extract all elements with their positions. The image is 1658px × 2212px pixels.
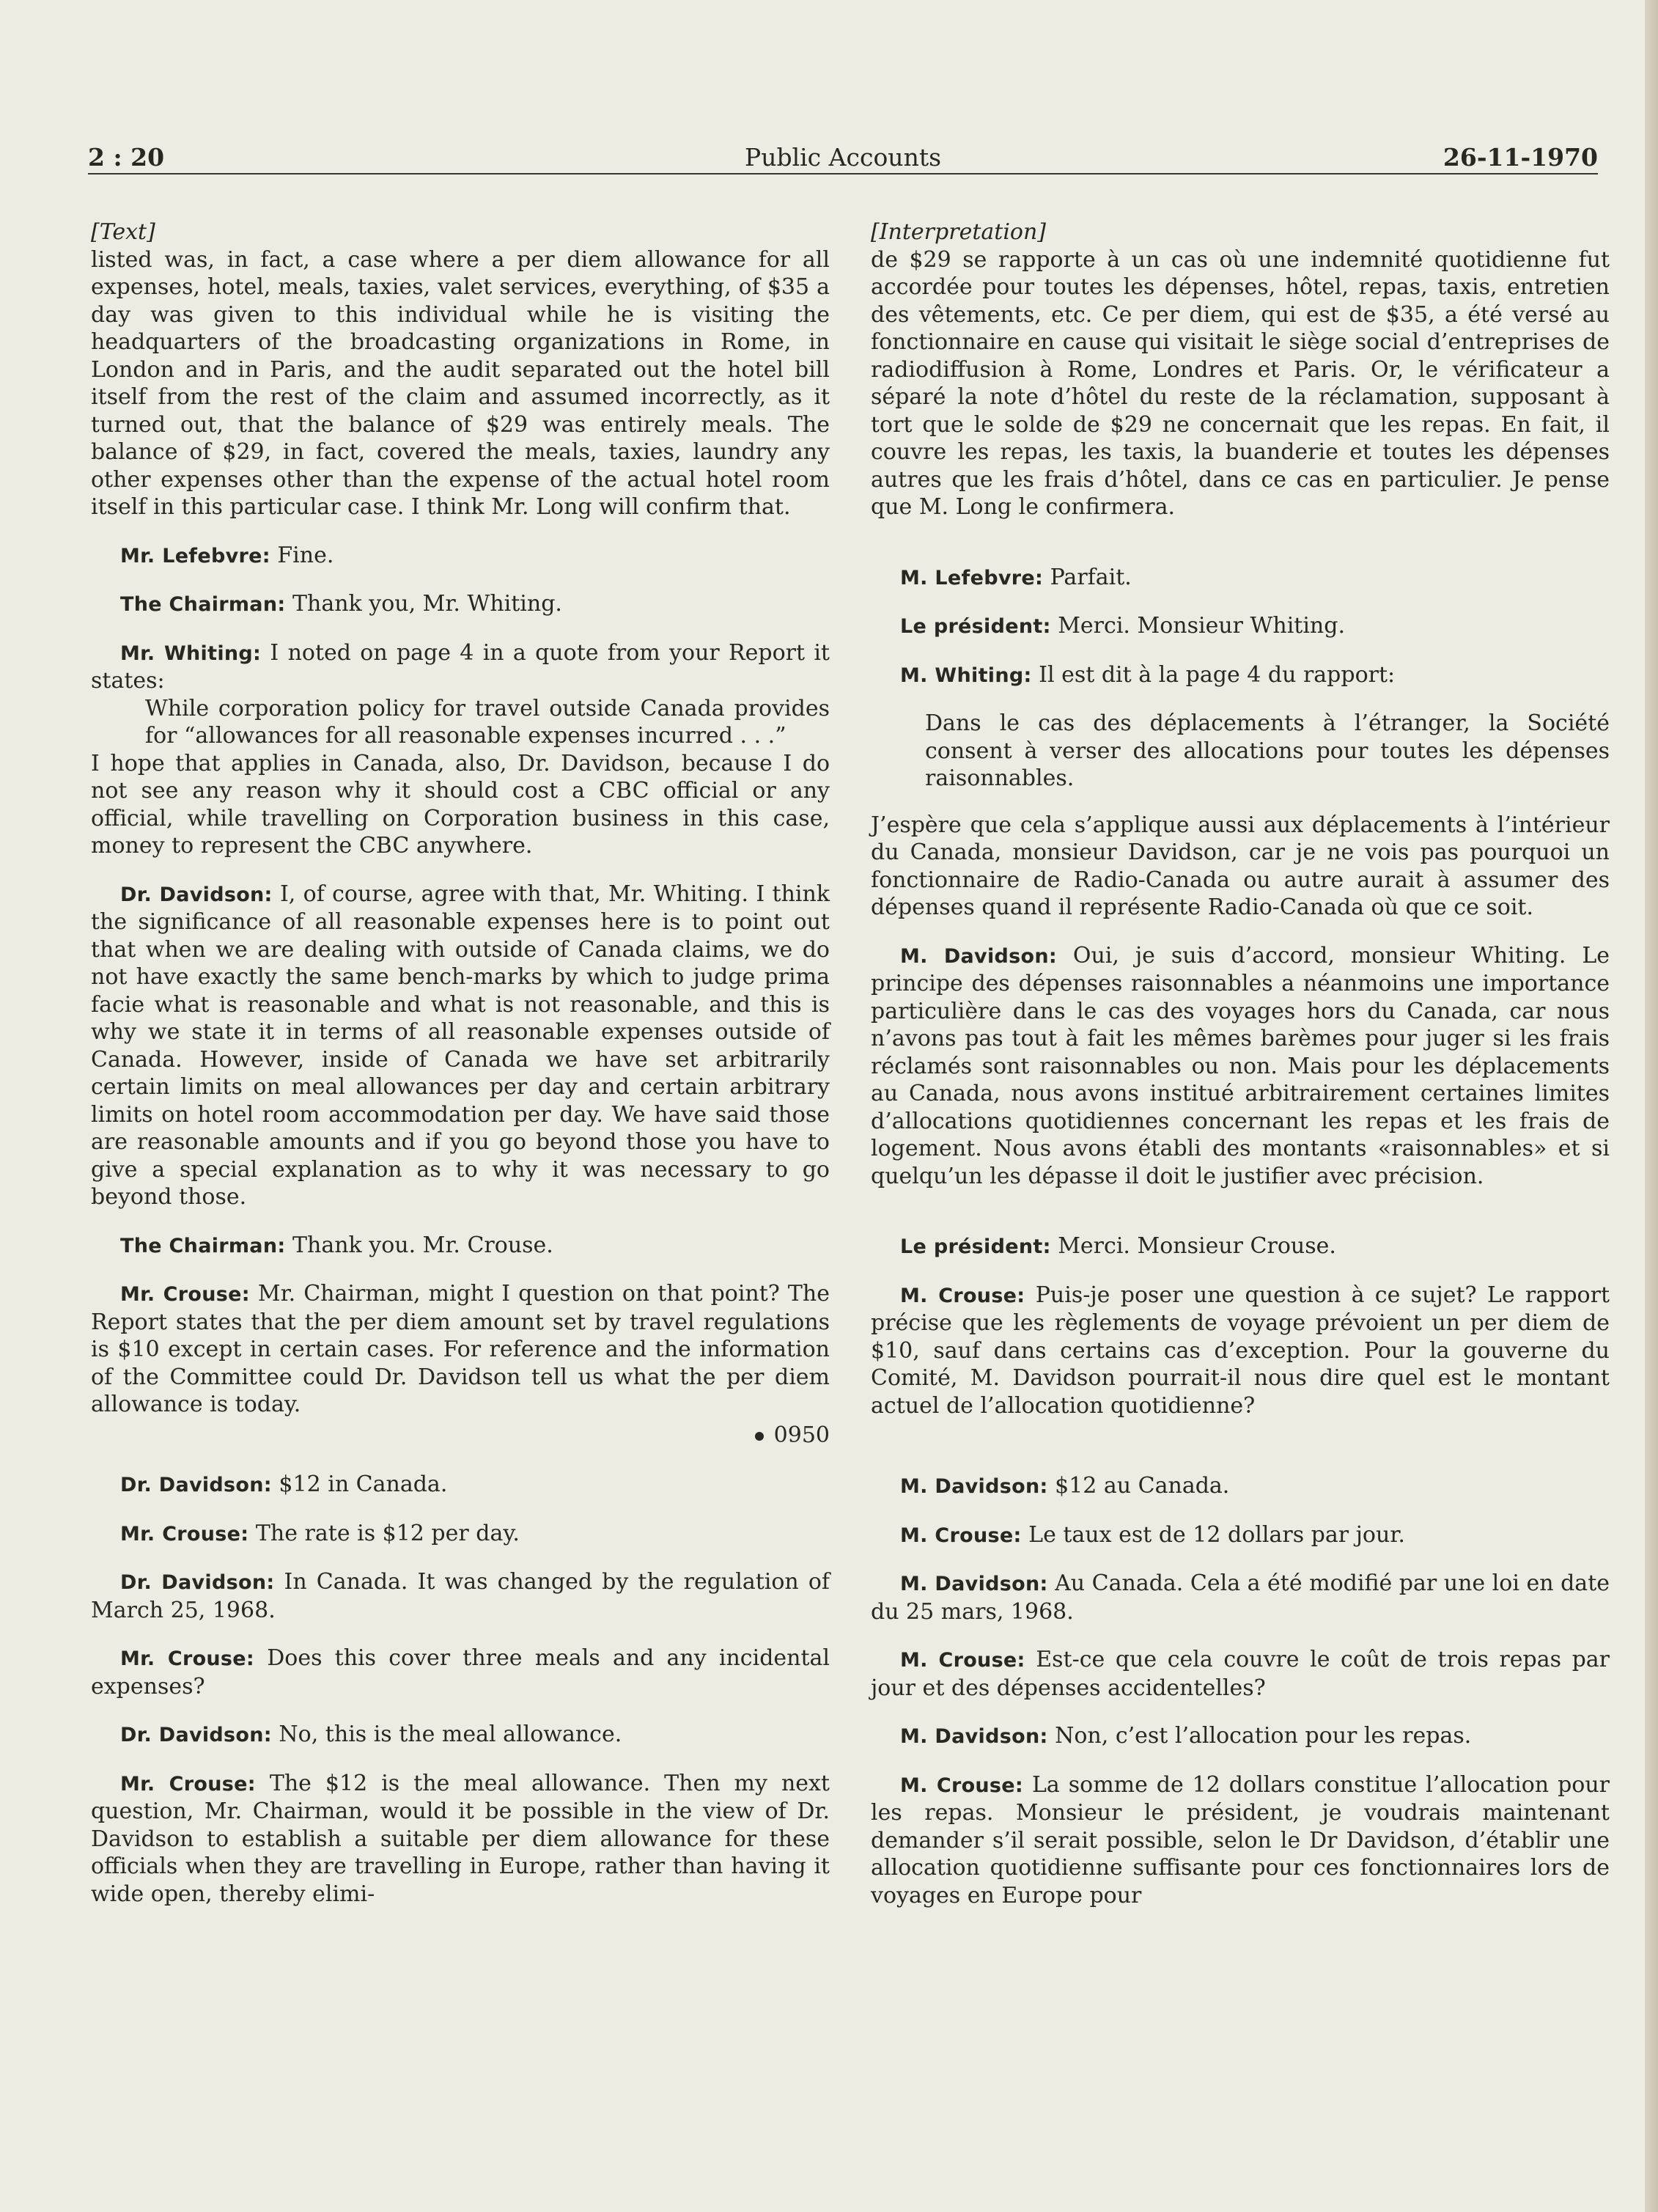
speech-text: Merci. Monsieur Crouse. bbox=[1050, 1233, 1336, 1259]
speaker-name: Dr. Davidson: bbox=[120, 1474, 272, 1496]
speech-crouse bbox=[871, 1646, 1610, 1702]
speech-text: Au Canada. Cela a été modifié par une loi en date du 25 mars, 1968. bbox=[871, 1570, 1610, 1625]
speech-davidson bbox=[871, 1472, 1610, 1501]
speech-text: The rate is $12 per day. bbox=[248, 1520, 520, 1546]
speech-text: $12 au Canada. bbox=[1047, 1473, 1230, 1499]
speaker-name: M. Crouse: bbox=[900, 1524, 1022, 1547]
speaker-name: Mr. Lefebvre: bbox=[120, 544, 270, 567]
speech-crouse bbox=[871, 1282, 1610, 1420]
speech-text: Il est dit à la page 4 du rapport: bbox=[1031, 661, 1396, 688]
speaker-name: M. Crouse: bbox=[900, 1284, 1025, 1307]
text-tag: [Text] bbox=[91, 219, 155, 245]
speech-crouse bbox=[871, 1771, 1610, 1910]
speech-chairman bbox=[91, 1232, 830, 1260]
page-header bbox=[88, 131, 1598, 172]
speech-crouse bbox=[91, 1280, 830, 1419]
speech-lefebvre bbox=[91, 542, 830, 570]
speaker-name: M. Davidson: bbox=[900, 1573, 1048, 1595]
speech-davidson bbox=[871, 1570, 1610, 1625]
speech-text: Thank you, Mr. Whiting. bbox=[285, 591, 562, 617]
speech-crouse bbox=[91, 1770, 830, 1908]
opening-paragraph: de $29 se rapporte à un cas où une indemnité quotidienne fut accordée pour toutes les dépenses, hôtel, repas, taxis, entretien des vêtements, etc. Ce per diem, qui est de $35, a été versé au fonctionnaire en cause qui visitait le siège social d’entreprises de radiodiffusion à Rome, Londres et Paris. Or, le vérificateur a séparé la note d’hôtel du reste de la réclamation, supposant à tort que le solde de $29 ne concernait que les repas. En fait, il couvre les repas, les taxis, la buanderie et toutes les dépenses autres que les frais d’hôtel, dans ce cas en particulier. Je pense que M. Long le confirmera. bbox=[871, 246, 1610, 520]
speech-text: Merci. Monsieur Whiting. bbox=[1050, 613, 1345, 639]
speech-whiting bbox=[871, 661, 1610, 690]
speaker-name: Mr. Whiting: bbox=[120, 642, 262, 665]
speech-text: Oui, je suis d’accord, monsieur Whiting. Le principe des dépenses raisonnables a néanmoins une importance particulière dans le cas des voyages hors du Canada, car nous n’avons pas tout à fait les mêmes barèmes pour juger si les frais réclamés sont raisonnables ou non. Mais pour les déplacements au Canada, nous avons institué arbitrairement certaines limites d’allocations quotidiennes concernant les repas et les frais de logement. Nous avons établi des montants «raisonnables» et si quelqu’un les dépasse il doit le justifier avec précision. bbox=[871, 942, 1610, 1189]
speaker-name: Dr. Davidson: bbox=[120, 883, 273, 906]
spacer bbox=[871, 542, 1610, 564]
speech-president bbox=[871, 1232, 1610, 1261]
speaker-name: M. Crouse: bbox=[900, 1774, 1024, 1797]
speaker-name: Dr. Davidson: bbox=[120, 1571, 275, 1594]
speech-chairman bbox=[91, 590, 830, 619]
speech-crouse bbox=[91, 1520, 830, 1548]
speech-text: Fine. bbox=[270, 542, 334, 568]
speech-text: I, of course, agree with that, Mr. Whiting. I think the significance of all reasonable expenses here is to point out that when we are dealing with outside of Canada claims, we do not have exactly the same bench-marks by which to judge prima facie what is reasonable and what is not reasonable, and this is why we state it in terms of all reasonable expenses outside of Canada. However, inside of Canada we have set arbitrarily certain limits on meal allowances per day and certain arbitrary limits on hotel room accommodation per day. We have said those are reasonable amounts and if you go beyond those you have to give a special explanation as to why it was necessary to go beyond those. bbox=[91, 881, 830, 1210]
speaker-name: Mr. Crouse: bbox=[120, 1772, 256, 1796]
speaker-name: Mr. Crouse: bbox=[120, 1522, 249, 1546]
speech-text: $12 in Canada. bbox=[271, 1471, 448, 1497]
speaker-name: M. Davidson: bbox=[900, 1475, 1048, 1498]
speech-text: Thank you. Mr. Crouse. bbox=[285, 1232, 553, 1258]
speech-davidson bbox=[871, 942, 1610, 1191]
speaker-name: M. Davidson: bbox=[900, 944, 1057, 968]
speech-text: Le taux est de 12 dollars par jour. bbox=[1021, 1521, 1405, 1548]
speech-text: Parfait. bbox=[1043, 564, 1132, 590]
header-date: 26-11-1970 bbox=[1443, 143, 1598, 172]
speaker-name: M. Davidson: bbox=[900, 1725, 1048, 1748]
speaker-name: Le président: bbox=[900, 1235, 1051, 1258]
interpretation-tag: [Interpretation] bbox=[871, 219, 1047, 245]
page-number: 2 : 20 bbox=[88, 143, 165, 172]
speech-lefebvre bbox=[871, 564, 1610, 592]
speaker-name: M. Whiting: bbox=[900, 664, 1032, 687]
speech-crouse bbox=[91, 1645, 830, 1700]
speaker-name: Mr. Crouse: bbox=[120, 1283, 250, 1306]
speech-continuation: I hope that applies in Canada, also, Dr. Davidson, because I do not see any reason why it should cost a CBC official or any official, while travelling on Corporation business in this case, money to represent the CBC anywhere. bbox=[91, 750, 830, 859]
speech-davidson bbox=[91, 1471, 830, 1499]
speech-davidson bbox=[871, 1722, 1610, 1751]
speech-text: I noted on page 4 in a quote from your Report it states: bbox=[91, 639, 830, 694]
speaker-name: M. Lefebvre: bbox=[900, 566, 1044, 589]
speech-president bbox=[871, 612, 1610, 641]
speech-davidson bbox=[91, 1568, 830, 1624]
speech-davidson bbox=[91, 1721, 830, 1749]
opening-paragraph: listed was, in fact, a case where a per diem allowance for all expenses, hotel, meals, taxies, valet services, everything, of $35 a day was given to this individual while he is visiting the headquarters of the broadcasting organizations in Rome, in London and in Paris, and the audit separated out the hotel bill itself from the rest of the claim and assumed incorrectly, as it turned out, that the balance of $29 was entirely meals. The balance of $29, in fact, covered the meals, taxies, laundry any other expenses other than the expense of the actual hotel room itself in this particular case. I think Mr. Long will confirm that. bbox=[91, 246, 830, 520]
speech-crouse bbox=[871, 1521, 1610, 1550]
speaker-name: The Chairman: bbox=[120, 1234, 286, 1257]
speech-text: Est-ce que cela couvre le coût de trois repas par jour et des dépenses accidentelles? bbox=[871, 1647, 1610, 1701]
spacer bbox=[871, 1440, 1610, 1472]
speech-text: Non, c’est l’allocation pour les repas. bbox=[1047, 1723, 1472, 1749]
speaker-name: The Chairman: bbox=[120, 593, 286, 616]
speaker-name: M. Crouse: bbox=[900, 1649, 1025, 1672]
speech-text: In Canada. It was changed by the regulation of March 25, 1968. bbox=[91, 1569, 830, 1623]
speech-text: Does this cover three meals and any incidental expenses? bbox=[91, 1645, 830, 1700]
speaker-name: Le président: bbox=[900, 615, 1051, 638]
speech-whiting bbox=[91, 639, 830, 695]
block-quote: Dans le cas des déplacements à l’étranger, la Société consent à verser des allocations pour toutes les dépenses raisonnables. bbox=[925, 710, 1610, 791]
speech-text: La somme de 12 dollars constitue l’allocation pour les repas. Monsieur le président, je voudrais maintenant demander s’il serait possible, selon le Dr Davidson, d’établir une allocation quotidienne suffisante pour ces fonctionnaires lors de voyages en Europe pour bbox=[871, 1771, 1610, 1908]
english-column bbox=[91, 218, 830, 1928]
bullet-icon bbox=[755, 1432, 764, 1441]
speech-text: The $12 is the meal allowance. Then my next question, Mr. Chairman, would it be possible in the view of Dr. Davidson to establish a suitable per diem allowance for these officials when they are travelling in Europe, rather than having it wide open, thereby elimi- bbox=[91, 1770, 830, 1907]
page-edge bbox=[1645, 0, 1658, 2212]
speech-text: No, this is the meal allowance. bbox=[271, 1722, 622, 1747]
french-column bbox=[871, 218, 1610, 1930]
time-marker bbox=[91, 1422, 830, 1449]
speech-text: Puis-je poser une question à ce sujet? Le rapport précise que les règlements de voyage prévoient un per diem de $10, sauf dans certains cas d’exception. Pour la gouverne du Comité, M. Davidson pourrait-il nous dire quel est le montant actuel de l’allocation quotidienne? bbox=[871, 1282, 1610, 1419]
speech-text: Mr. Chairman, might I question on that point? The Report states that the per diem amount set by travel regulations is $10 except in certain cases. For reference and the information of the Committee could Dr. Davidson tell us what the per diem allowance is today. bbox=[91, 1281, 830, 1417]
header-rule bbox=[88, 173, 1598, 174]
spacer bbox=[871, 1210, 1610, 1232]
speaker-name: Dr. Davidson: bbox=[120, 1724, 272, 1746]
running-title: Public Accounts bbox=[744, 143, 942, 172]
time-value: 0950 bbox=[773, 1422, 830, 1448]
speech-davidson bbox=[91, 881, 830, 1211]
block-quote: While corporation policy for travel outside Canada provides for “allowances for all reasonable expenses incurred . . .” bbox=[145, 695, 830, 749]
speaker-name: Mr. Crouse: bbox=[120, 1647, 255, 1670]
speech-continuation: J’espère que cela s’applique aussi aux déplacements à l’intérieur du Canada, monsieur Davidson, car je ne vois pas pourquoi un fonctionnaire de Radio-Canada ou autre aurait à assumer des dépenses quand il représente Radio-Canada où que ce soit. bbox=[871, 812, 1610, 920]
